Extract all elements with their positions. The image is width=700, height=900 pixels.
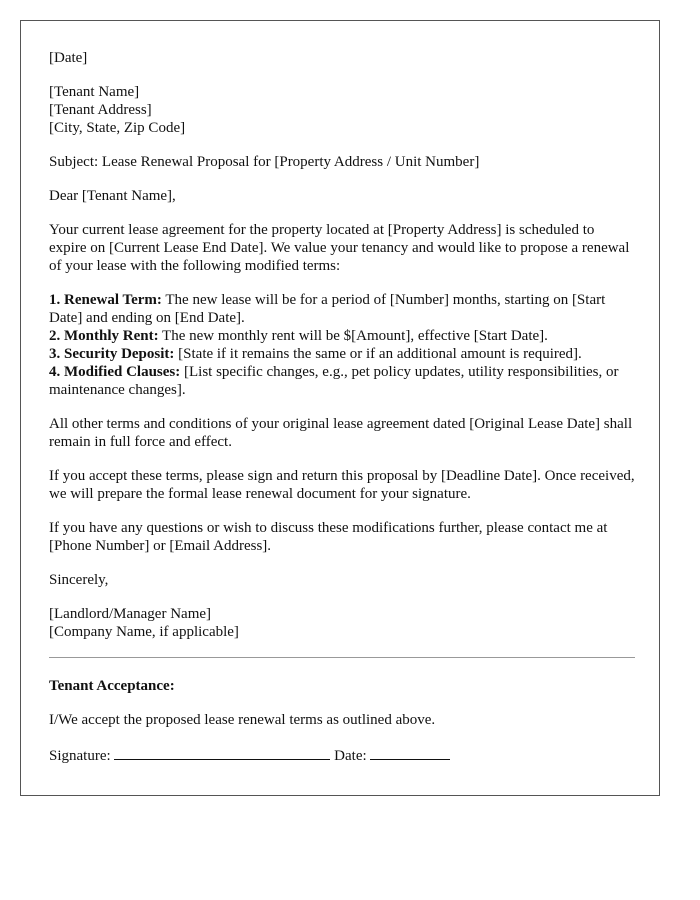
- term-label: 3. Security Deposit:: [49, 346, 175, 362]
- sender-name: [Landlord/Manager Name]: [49, 606, 212, 622]
- letter-body: [49, 49, 635, 781]
- date-label: Date:: [334, 748, 367, 764]
- recipient-block: [49, 83, 635, 137]
- term-label: 4. Modified Clauses:: [49, 364, 181, 380]
- subject-line: Subject: Lease Renewal Proposal for [Property Address / Unit Number]: [49, 154, 480, 170]
- term-text: The new lease will be for a period of [Number] months, starting on [Start Date] and ending on [End Date].: [49, 292, 606, 326]
- signature-label: Signature:: [49, 748, 111, 764]
- recipient-city-state-zip: [City, State, Zip Code]: [49, 120, 186, 136]
- signature-line[interactable]: [114, 745, 330, 760]
- term-label: 1. Renewal Term:: [49, 292, 162, 308]
- date-line[interactable]: [370, 745, 450, 760]
- salutation: Dear [Tenant Name],: [49, 188, 176, 204]
- terms-list: [49, 291, 635, 399]
- term-item: [49, 363, 635, 399]
- acceptance-heading: [49, 677, 635, 695]
- intro-paragraph: Your current lease agreement for the property located at [Property Address] is scheduled to expire on [Current Lease End Date]. We value your tenancy and would like to propose a renewal of your lease with the following modified terms:: [49, 222, 630, 274]
- term-label: 2. Monthly Rent:: [49, 328, 159, 344]
- section-divider: [49, 657, 635, 658]
- signature-row: [49, 745, 635, 765]
- acceptance-instructions-paragraph: If you accept these terms, please sign and return this proposal by [Deadline Date]. Once received, we will prepare the formal lease renewal document for your signature.: [49, 468, 635, 502]
- acceptance-statement: I/We accept the proposed lease renewal terms as outlined above.: [49, 712, 436, 728]
- term-item: [49, 327, 635, 345]
- contact-paragraph: If you have any questions or wish to discuss these modifications further, please contact me at [Phone Number] or [Email Address].: [49, 520, 608, 554]
- sender-company: [Company Name, if applicable]: [49, 624, 239, 640]
- term-text: [State if it remains the same or if an additional amount is required].: [174, 346, 582, 362]
- letter-date: [Date]: [49, 50, 88, 66]
- term-item: [49, 345, 635, 363]
- letter-page: [20, 20, 660, 796]
- acceptance-heading-text: Tenant Acceptance:: [49, 678, 175, 694]
- recipient-address: [Tenant Address]: [49, 102, 152, 118]
- term-text: [List specific changes, e.g., pet policy updates, utility responsibilities, or maintenance changes].: [49, 364, 619, 398]
- recipient-name: [Tenant Name]: [49, 84, 140, 100]
- term-item: [49, 291, 635, 327]
- sender-block: [49, 605, 635, 641]
- closing: Sincerely,: [49, 572, 109, 588]
- other-terms-paragraph: All other terms and conditions of your original lease agreement dated [Original Lease Date] shall remain in full force and effect.: [49, 416, 633, 450]
- term-text: The new monthly rent will be $[Amount], effective [Start Date].: [158, 328, 548, 344]
